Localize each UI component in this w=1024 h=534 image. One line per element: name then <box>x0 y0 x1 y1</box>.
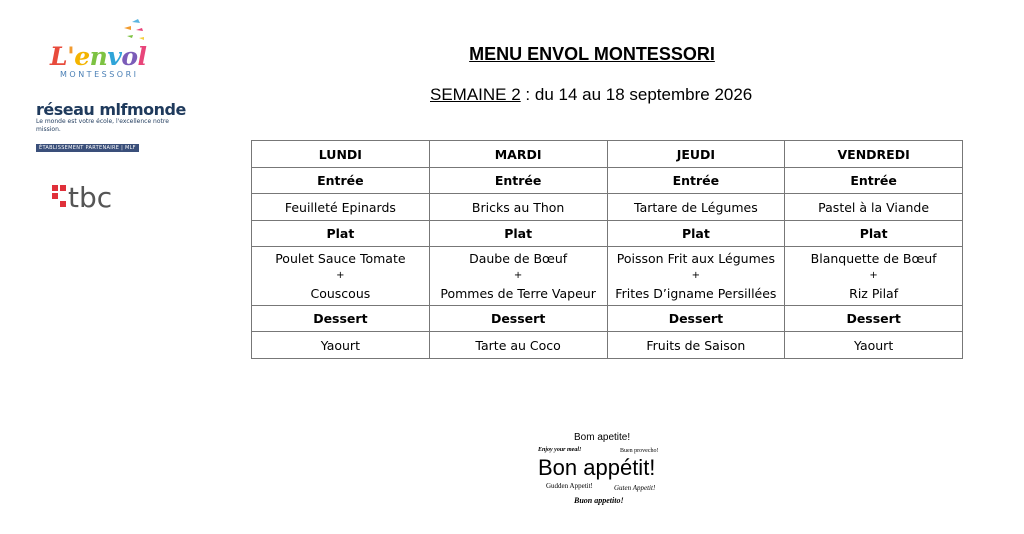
plat-label-row <box>252 221 963 247</box>
plat-main: Poulet Sauce Tomate <box>275 251 406 266</box>
dessert-label: Dessert <box>252 306 430 332</box>
plat-main: Daube de Bœuf <box>469 251 568 266</box>
bon-appetit-line: Bom apetite! <box>574 432 631 443</box>
plat-side: Couscous <box>310 286 371 301</box>
envol-subtitle: MONTESSORI <box>60 70 139 79</box>
plat-cell <box>785 247 963 306</box>
plat-label: Plat <box>252 221 430 247</box>
plus-sign: + <box>691 270 701 281</box>
plat-main: Blanquette de Bœuf <box>810 251 937 266</box>
menu-table <box>251 140 963 359</box>
entree-label-row <box>252 168 963 194</box>
week-dates: : du 14 au 18 septembre 2026 <box>520 85 753 104</box>
dessert-label: Dessert <box>429 306 607 332</box>
entree-dish: Tartare de Légumes <box>607 194 785 221</box>
tbc-logo-graphic <box>52 180 122 214</box>
plat-row <box>252 247 963 306</box>
entree-label: Entrée <box>252 168 430 194</box>
plat-label: Plat <box>607 221 785 247</box>
dessert-dish: Yaourt <box>252 332 430 359</box>
bon-appetit-line: Gudden Appetit! <box>546 482 593 490</box>
day-header: VENDREDI <box>785 141 963 168</box>
bon-appetit-graphic <box>538 432 678 512</box>
dessert-label: Dessert <box>785 306 963 332</box>
plat-side: Pommes de Terre Vapeur <box>440 286 596 301</box>
dessert-dish: Fruits de Saison <box>607 332 785 359</box>
plat-label: Plat <box>429 221 607 247</box>
mlf-badge: ÉTABLISSEMENT PARTENAIRE | MLF <box>36 144 139 152</box>
plus-sign: + <box>869 270 878 281</box>
plat-cell <box>607 247 785 306</box>
bon-appetit-line: Enjoy your meal! <box>538 447 582 453</box>
week-label: SEMAINE 2 <box>430 85 521 104</box>
mlf-tagline: Le monde est votre école, l'excellence notre mission. <box>36 118 169 133</box>
tbc-logo <box>52 180 122 214</box>
bon-appetit-line: Guten Appetit! <box>614 484 656 492</box>
envol-wordmark: L'envol <box>50 42 147 71</box>
week-subtitle <box>430 85 752 105</box>
dessert-row <box>252 332 963 359</box>
entree-dish: Pastel à la Viande <box>785 194 963 221</box>
entree-row <box>252 194 963 221</box>
mlf-name: réseau mlfmonde <box>36 100 186 119</box>
mlfmonde-logo <box>36 100 186 151</box>
plat-label: Plat <box>785 221 963 247</box>
page-title: MENU ENVOL MONTESSORI <box>469 44 715 64</box>
bon-appetit-line: Buon appetito! <box>574 496 624 505</box>
plus-sign: + <box>336 270 345 281</box>
dessert-label: Dessert <box>607 306 785 332</box>
dessert-dish: Yaourt <box>785 332 963 359</box>
plat-side: Riz Pilaf <box>849 286 899 301</box>
svg-text:tbc: tbc <box>68 181 113 214</box>
entree-dish: Bricks au Thon <box>429 194 607 221</box>
bon-appetit-line: Buen provecho! <box>620 448 659 454</box>
entree-label: Entrée <box>429 168 607 194</box>
dessert-label-row <box>252 306 963 332</box>
days-row <box>252 141 963 168</box>
entree-label: Entrée <box>607 168 785 194</box>
bon-appetit-main: Bon appétit! <box>538 455 656 480</box>
plat-cell <box>429 247 607 306</box>
entree-label: Entrée <box>785 168 963 194</box>
plat-cell <box>252 247 430 306</box>
entree-dish: Feuilleté Epinards <box>252 194 430 221</box>
plat-side: Frites D’igname Persillées <box>615 286 777 301</box>
dessert-dish: Tarte au Coco <box>429 332 607 359</box>
plus-sign: + <box>513 270 523 281</box>
day-header: LUNDI <box>252 141 430 168</box>
day-header: MARDI <box>429 141 607 168</box>
day-header: JEUDI <box>607 141 785 168</box>
plat-main: Poisson Frit aux Légumes <box>616 251 775 266</box>
